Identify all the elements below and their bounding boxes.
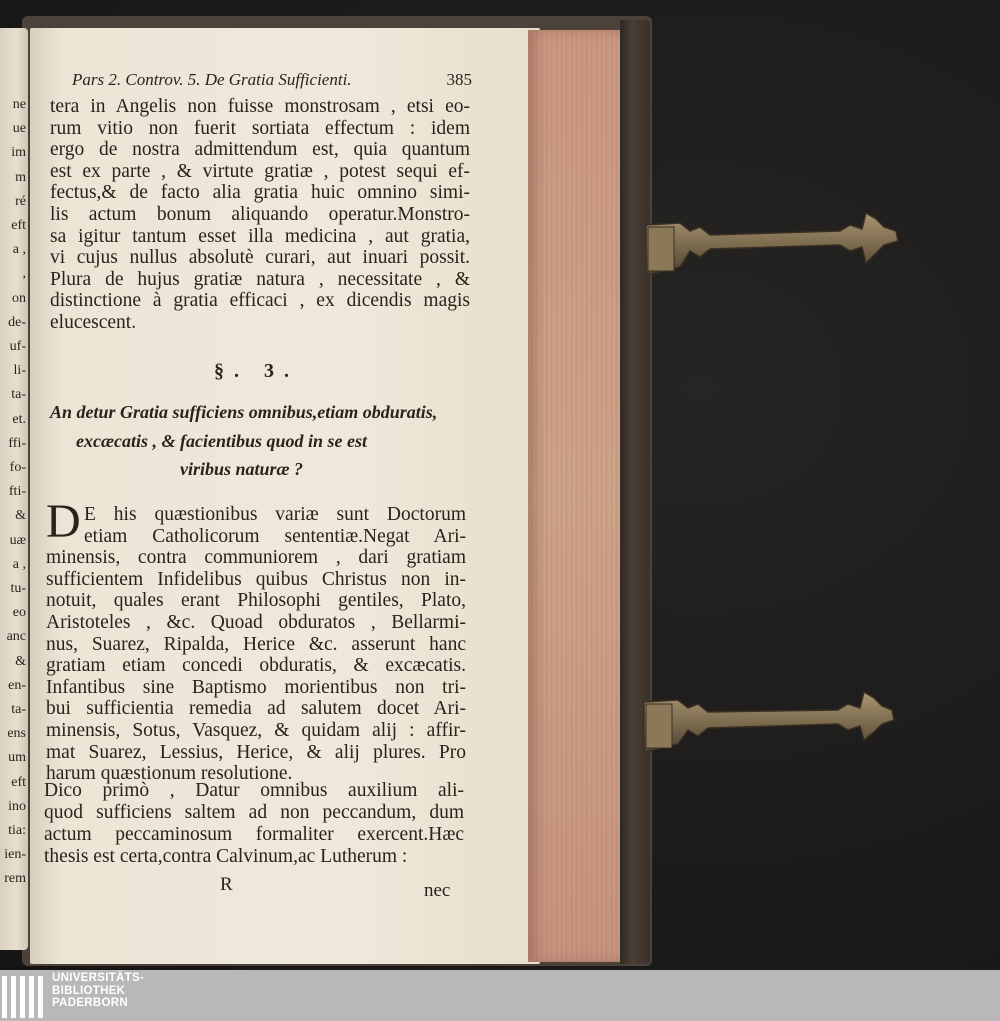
left-page-fragment: eo (12, 605, 26, 621)
text-line: gratiam etiam concedi obduratis, & excæcatis. (46, 655, 466, 677)
left-page-fragment: ta- (11, 387, 26, 403)
left-page-fragment: im (11, 145, 26, 161)
logo-line-2: BIBLIOTHEK (52, 984, 126, 997)
text-line: elucescent. (50, 312, 137, 333)
text-line: nus, Suarez, Ripalda, Herice &c. asserunt hanc (46, 633, 466, 655)
section-title-line-3: viribus naturæ ? (180, 459, 304, 479)
left-page-fragment: ien- (4, 847, 26, 863)
text-line: est ex parte , & virtute gratiæ , potest sequi ef- (50, 160, 470, 182)
left-page-fragment: eft (11, 218, 26, 233)
text-line: sa igitur tantum esset illa medicina , aut gratia, (50, 225, 470, 247)
section-title-line-1: An detur Gratia sufficiens omnibus,etiam obduratis, (50, 402, 438, 422)
text-line: Plura de hujus gratiæ natura , necessitate , & (50, 268, 470, 290)
paragraph-3 (44, 780, 464, 876)
text-line: sufficientem Infidelibus quibus Christus non in- (46, 568, 466, 590)
text-line: Dico primò , Datur omnibus auxilium ali- (44, 780, 464, 801)
page-edges (528, 30, 624, 962)
left-page-fragment: m (15, 169, 26, 185)
upper-clasp (640, 205, 902, 285)
text-line: ergo de nostra admittendum est, quia quantum (50, 139, 470, 161)
text-line: fectus,& de facto alia gratia huic omnino simi- (50, 182, 470, 204)
left-page-fragment: ens (7, 726, 26, 742)
text-line: etiam Catholicorum sententiæ.Negat Ari- (84, 525, 466, 547)
left-page-fragment: de- (8, 314, 26, 330)
text-line: tera in Angelis non fuisse monstrosam , etsi eo- (50, 96, 470, 117)
text-line: notuit, quales erant Philosophi gentiles, Plato, (46, 590, 466, 612)
text-line: actum peccaminosum formaliter exercent.Hæc (44, 824, 464, 845)
running-title: Pars 2. Controv. 5. De Gratia Sufficienti. (72, 70, 352, 89)
text-line: mat Suarez, Lessius, Herice, & alij plures. Pro (46, 741, 466, 763)
left-page-fragment: uæ (9, 532, 26, 548)
signature-mark: R (220, 874, 233, 895)
left-page-sliver (0, 28, 28, 950)
text-line: thesis est certa,contra Calvinum,ac Lutherum : (44, 846, 408, 867)
left-page-fragment: & (15, 508, 26, 524)
left-page-fragment: tia: (8, 823, 26, 838)
text-line: minensis, contra communiorem , dari gratiam (46, 547, 466, 569)
catchword: nec (424, 880, 451, 901)
left-page-fragment: um (8, 750, 26, 766)
left-page-fragment: a , (12, 242, 26, 258)
text-line: E his quæstionibus variæ sunt Doctorum (84, 504, 466, 525)
left-page-fragment: eft (11, 774, 26, 790)
left-page-fragment: ffi- (8, 435, 26, 451)
left-page-fragment: tu- (10, 581, 26, 596)
paragraph-2 (46, 504, 466, 794)
book-board-edge (620, 20, 650, 964)
left-page-fragment: anc (6, 629, 26, 645)
left-page-fragment: fo- (9, 460, 26, 475)
section-title-line-2: excæcatis , & facientibus quod in se est (76, 431, 367, 451)
library-logo-text (52, 972, 144, 1010)
library-logo-icon (2, 974, 46, 1020)
left-page-fragment: et. (12, 411, 26, 427)
text-line: distinctione à gratia efficaci , ex dicendis magis (50, 290, 470, 312)
lower-clasp (638, 688, 900, 760)
left-page-fragment: ne (12, 97, 26, 112)
page-number: 385 (446, 70, 472, 89)
left-page-fragment: on (12, 290, 26, 306)
text-line: quod sufficiens saltem ad non peccandum, dum (44, 802, 464, 823)
text-line: lis actum bonum aliquando operatur.Monstro- (50, 204, 470, 225)
paragraph-1 (50, 96, 470, 336)
left-page-fragment: ta- (11, 702, 26, 717)
library-footer-bar (0, 970, 1000, 1021)
drop-cap-initial: D (46, 495, 81, 548)
left-page-fragment: ré (15, 193, 26, 209)
left-page-fragment: fti- (8, 484, 26, 500)
left-page-fragment: en- (8, 677, 26, 693)
logo-line-3: PADERBORN (52, 997, 128, 1009)
left-page-fragment: & (15, 653, 26, 669)
text-line: rum vitio non fuerit sortiata effectum : idem (50, 117, 470, 139)
section-marker: §. 3. (214, 360, 299, 382)
text-line: minensis, Sotus, Vasquez, & quidam alij : affir- (46, 720, 466, 741)
text-line: vi cujus nullus absolutè curari, aut inuari possit. (50, 247, 470, 269)
text-line: bui sufficientia remedia ad salutem docet Ari- (46, 698, 466, 720)
left-page-fragment: uf- (9, 339, 26, 354)
left-page-fragment: rem (4, 871, 26, 887)
logo-line-1: UNIVERSITÄTS- (52, 972, 145, 984)
left-page-fragment: , (22, 266, 26, 282)
left-page-fragment: ue (12, 121, 26, 137)
text-line: Infantibus sine Baptismo morientibus non tri- (46, 676, 466, 698)
text-line: harum quæstionum resolutione. (46, 763, 293, 785)
running-header (72, 70, 472, 92)
left-page-fragment: ino (8, 798, 26, 814)
left-page-fragment: li- (13, 363, 26, 379)
text-line: Aristoteles , &c. Quoad obduratos , Bellarmi- (46, 612, 466, 633)
left-page-fragment: a , (12, 556, 26, 572)
